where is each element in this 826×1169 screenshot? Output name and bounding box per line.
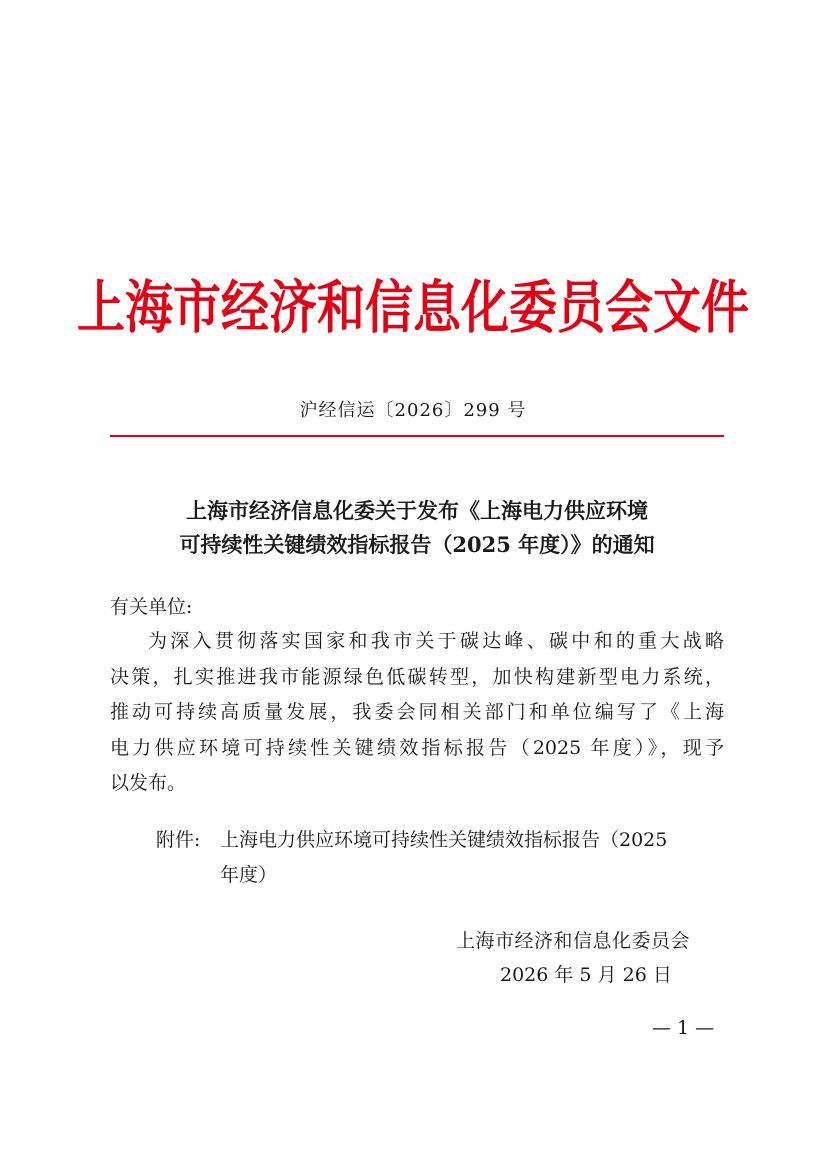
red-divider-line [110, 435, 724, 437]
attachment-line-2: 年度） [220, 864, 278, 886]
title-line-2: 可持续性关键绩效指标报告（2025 年度）》的通知 [179, 532, 655, 557]
document-masthead: 上海市经济和信息化委员会文件 [76, 274, 749, 342]
body-line-4: 电力供应环境可持续性关键绩效指标报告（2025 年度）》，现予 [110, 736, 724, 759]
document-number: 沪经信运〔2026〕299 号 [299, 400, 527, 421]
salutation: 有关单位: [110, 596, 193, 618]
page-number: — 1 — [652, 1017, 715, 1039]
attachment-label: 附件: [156, 829, 201, 851]
notice-title [110, 494, 724, 562]
attachment-text [220, 823, 724, 893]
attachment-line-1: 上海电力供应环境可持续性关键绩效指标报告（2025 [220, 829, 668, 851]
body-paragraph [110, 624, 724, 802]
signature-organization: 上海市经济和信息化委员会 [456, 930, 691, 952]
body-line-3: 推动可持续高质量发展，我委会同相关部门和单位编写了《上海 [110, 701, 724, 723]
body-line-1: 为深入贯彻落实国家和我市关于碳达峰、碳中和的重大战略 [148, 630, 724, 652]
title-line-1: 上海市经济信息化委关于发布《上海电力供应环境 [186, 498, 648, 523]
body-line-5: 以发布。 [110, 772, 187, 794]
body-line-2: 决策，扎实推进我市能源绿色低碳转型，加快构建新型电力系统， [110, 665, 724, 688]
signature-date: 2026 年 5 月 26 日 [500, 964, 672, 986]
